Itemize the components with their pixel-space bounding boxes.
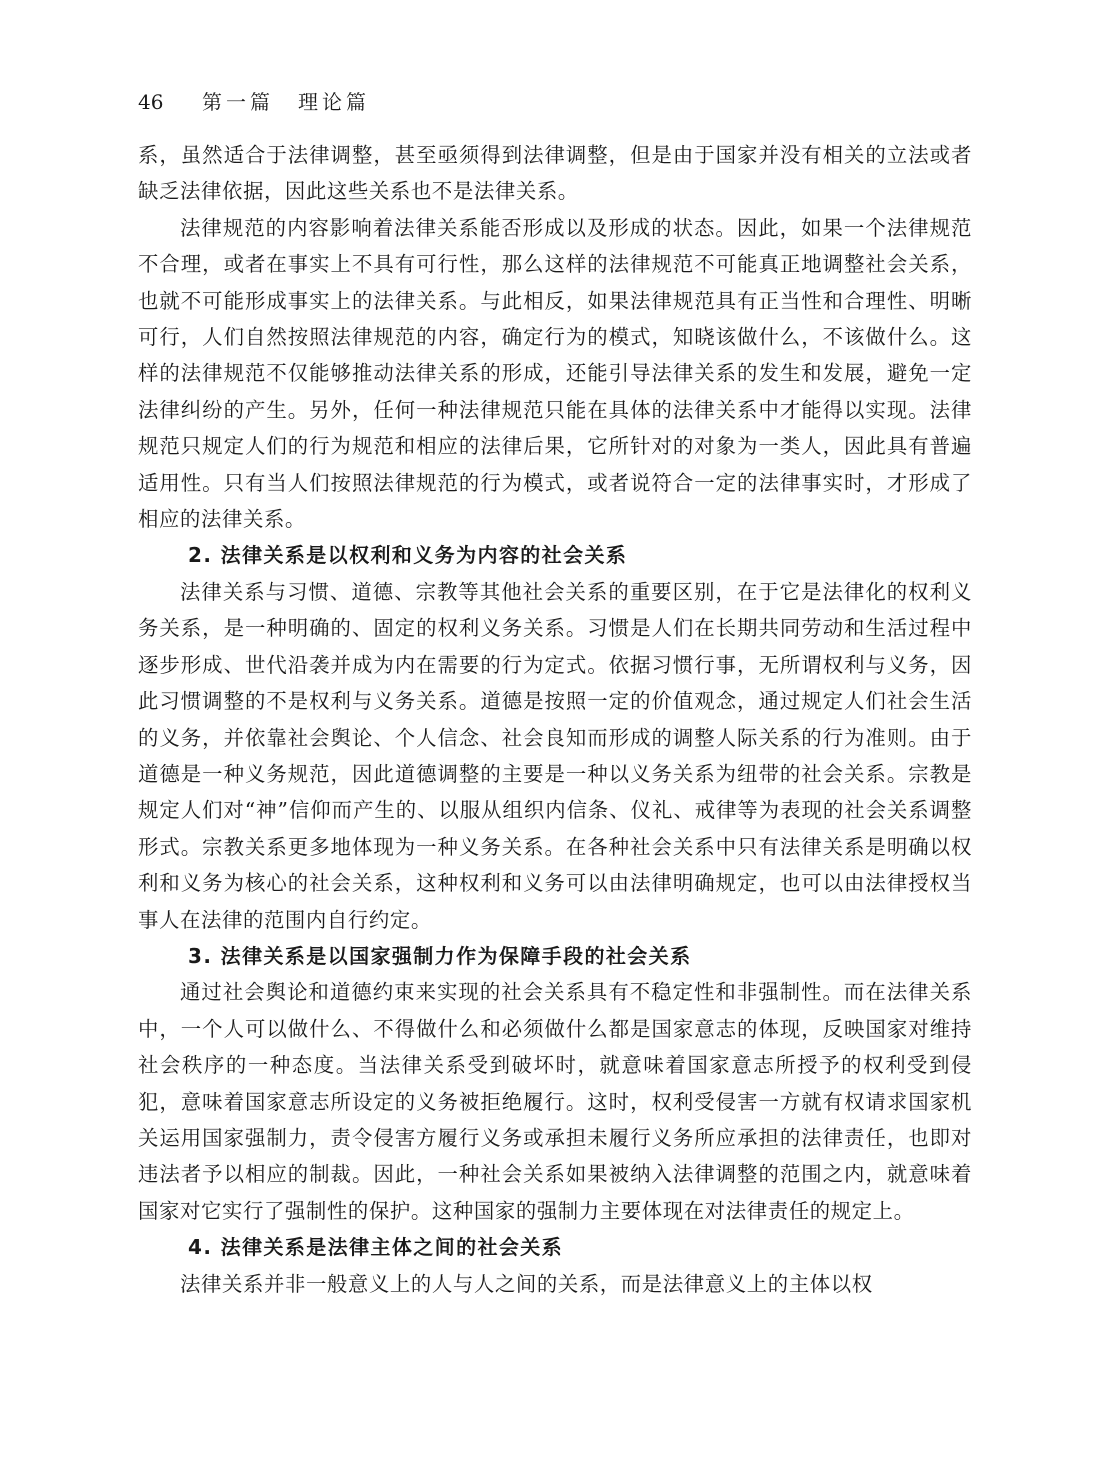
chapter-title: 第一篇 理论篇 (202, 90, 370, 114)
section-heading-3: 3. 法律关系是以国家强制力作为保障手段的社会关系 (188, 943, 692, 968)
body-text (138, 137, 972, 1302)
page-header (138, 88, 370, 116)
paragraph-state-coercion: 通过社会舆论和道德约束来实现的社会关系具有不稳定性和非强制性。而在法律关系中，一个人可以做什么、不得做什么和必须做什么都是国家意志的体现，反映国家对维持社会秩序的一种态度。当法律关系受到破坏时，就意味着国家意志所授予的权利受到侵犯，意味着国家意志所设定的义务被拒绝履行。这时，权利受侵害一方就有权请求国家机关运用国家强制力，责令侵害方履行义务或承担未履行义务所应承担的法律责任，也即对违法者予以相应的制裁。因此，一种社会关系如果被纳入法律调整的范围之内，就意味着国家对它实行了强制性的保护。这种国家的强制力主要体现在对法律责任的规定上。 (138, 980, 972, 1223)
page-number: 46 (138, 90, 164, 114)
paragraph-legal-subjects: 法律关系并非一般意义上的人与人之间的关系，而是法律意义上的主体以权 (180, 1271, 873, 1296)
section-heading-2: 2. 法律关系是以权利和义务为内容的社会关系 (188, 543, 628, 568)
paragraph-continued: 系，虽然适合于法律调整，甚至亟须得到法律调整，但是由于国家并没有相关的立法或者缺乏法律依据，因此这些关系也不是法律关系。 (138, 143, 972, 204)
paragraph-legal-norms: 法律规范的内容影响着法律关系能否形成以及形成的状态。因此，如果一个法律规范不合理，或者在事实上不具有可行性，那么这样的法律规范不可能真正地调整社会关系，也就不可能形成事实上的法律关系。与此相反，如果法律规范具有正当性和合理性、明晰可行，人们自然按照法律规范的内容，确定行为的模式，知晓该做什么，不该做什么。这样的法律规范不仅能够推动法律关系的形成，还能引导法律关系的发生和发展，避免一定法律纠纷的产生。另外，任何一种法律规范只能在具体的法律关系中才能得以实现。法律规范只规定人们的行为规范和相应的法律后果，它所针对的对象为一类人，因此具有普遍适用性。只有当人们按照法律规范的行为模式，或者说符合一定的法律事实时，才形成了相应的法律关系。 (138, 215, 972, 532)
paragraph-rights-duties: 法律关系与习惯、道德、宗教等其他社会关系的重要区别，在于它是法律化的权利义务关系，是一种明确的、固定的权利义务关系。习惯是人们在长期共同劳动和生活过程中逐步形成、世代沿袭并成为内在需要的行为定式。依据习惯行事，无所谓权利与义务，因此习惯调整的不是权利与义务关系。道德是按照一定的价值观念，通过规定人们社会生活的义务，并依靠社会舆论、个人信念、社会良知而形成的调整人际关系的行为准则。由于道德是一种义务规范，因此道德调整的主要是一种以义务关系为纽带的社会关系。宗教是规定人们对“神”信仰而产生的、以服从组织内信条、仪礼、戒律等为表现的社会关系调整形式。宗教关系更多地体现为一种义务关系。在各种社会关系中只有法律关系是明确以权利和义务为核心的社会关系，这种权利和义务可以由法律明确规定，也可以由法律授权当事人在法律的范围内自行约定。 (138, 579, 972, 932)
section-heading-4: 4. 法律关系是法律主体之间的社会关系 (188, 1235, 564, 1260)
